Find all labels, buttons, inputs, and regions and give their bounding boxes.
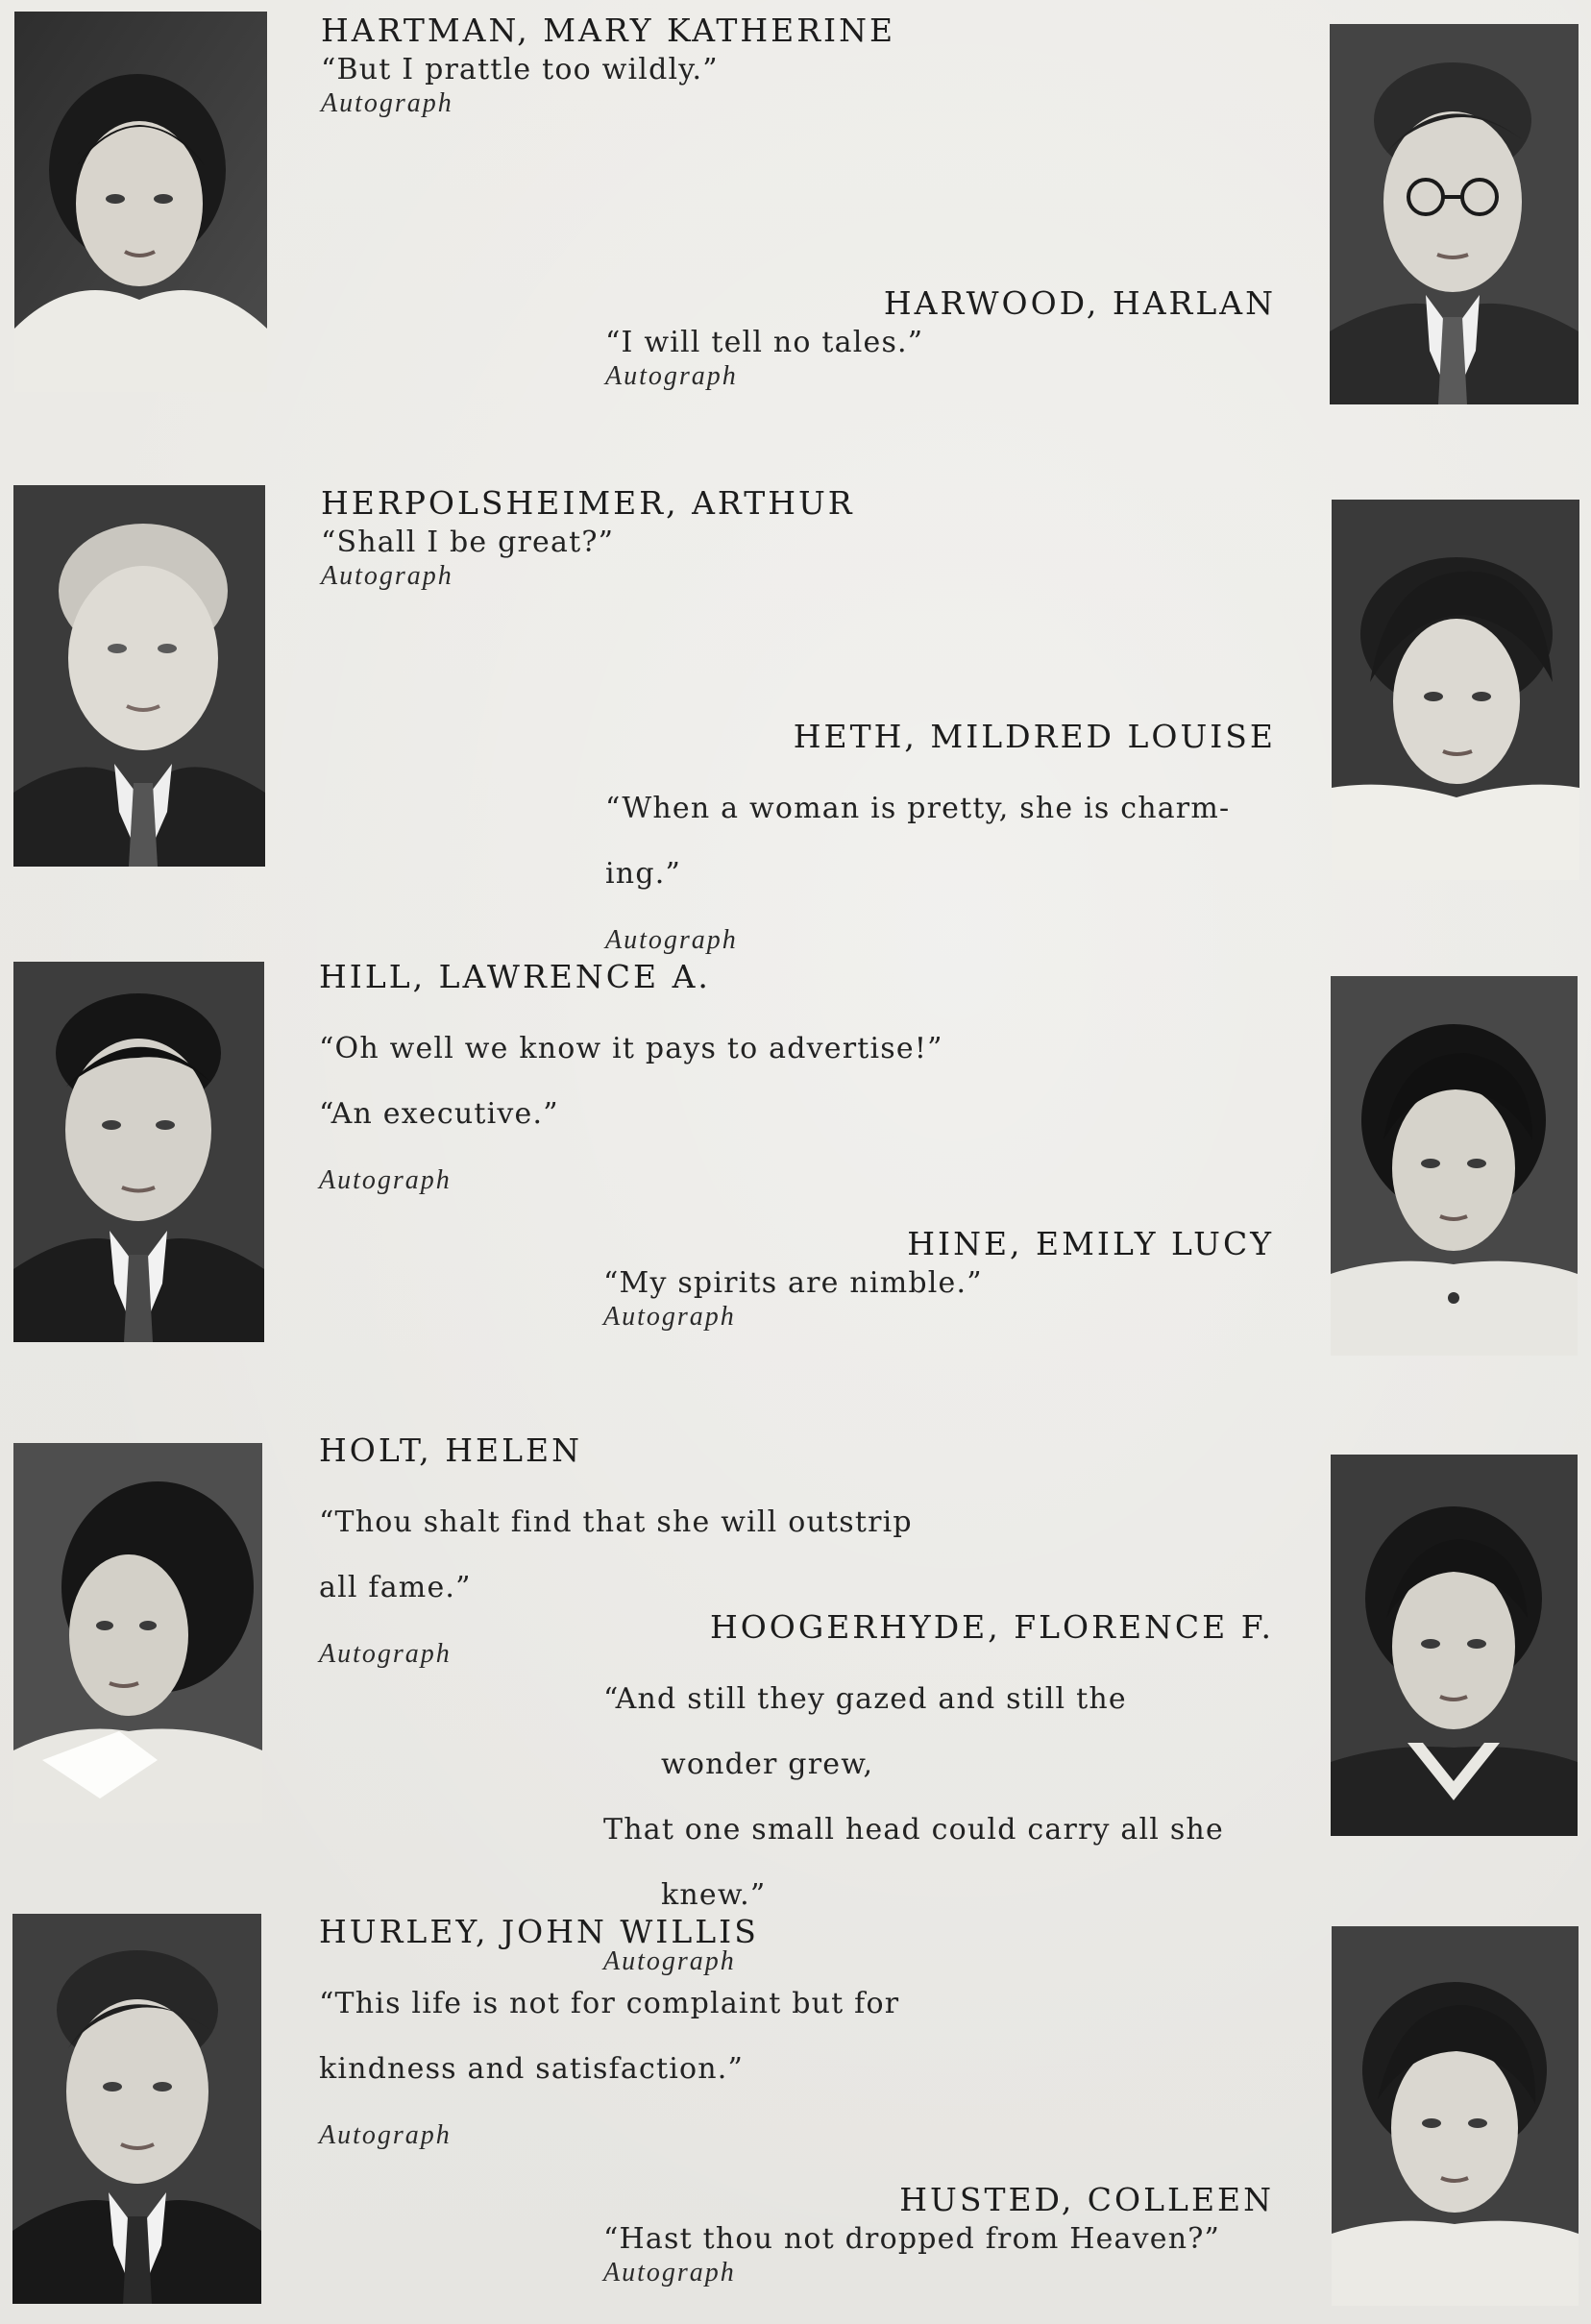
autograph-label: Autograph: [603, 2258, 736, 2287]
quote-line: “This life is not for complaint but for: [319, 1987, 900, 2020]
portrait-male-glasses-icon: [1330, 24, 1579, 404]
student-quote: “Hast thou not dropped from Heaven?”: [603, 2222, 1221, 2256]
student-quote: [603, 1651, 1274, 1945]
entry-heth: [605, 716, 1276, 960]
photo-husted: [1332, 1926, 1579, 2306]
entry-husted: [603, 2179, 1274, 2292]
quote-line: ing.”: [605, 857, 681, 891]
quote-line: “Thou shalt find that she will outstrip: [319, 1505, 913, 1539]
autograph-label: Autograph: [319, 2120, 452, 2150]
student-name: HOOGERHYDE, FLORENCE F.: [709, 1608, 1274, 1646]
entry-hine: [603, 1223, 1274, 1336]
quote-line: “Oh well we know it pays to advertise!”: [319, 1032, 943, 1065]
quote-line: “An executive.”: [319, 1097, 559, 1131]
photo-herpolsheimer: [13, 485, 265, 867]
portrait-female-icon: [1332, 1926, 1579, 2306]
photo-hill: [13, 962, 264, 1342]
student-name: HERPOLSHEIMER, ARTHUR: [321, 484, 855, 522]
student-quote: “My spirits are nimble.”: [603, 1266, 983, 1300]
entry-hartman: [321, 10, 1013, 123]
student-quote: [319, 1955, 1011, 2118]
quote-line: knew.”: [661, 1878, 767, 1912]
autograph-label: Autograph: [319, 1639, 452, 1669]
student-name: HARTMAN, MARY KATHERINE: [321, 12, 896, 49]
student-quote: “I will tell no tales.”: [605, 326, 924, 359]
photo-holt: [13, 1443, 262, 1823]
quote-line: “When a woman is pretty, she is charm-: [605, 792, 1231, 825]
student-quote: [605, 760, 1276, 923]
portrait-female-profile-icon: [13, 1443, 262, 1823]
student-name: HOLT, HELEN: [319, 1431, 582, 1469]
student-name: HUSTED, COLLEEN: [899, 2181, 1274, 2218]
photo-heth: [1332, 500, 1579, 880]
student-quote: “Shall I be great?”: [321, 526, 615, 559]
portrait-female-icon: [1332, 500, 1579, 880]
student-quote: “But I prattle too wildly.”: [321, 53, 719, 86]
quote-line: That one small head could carry all she: [603, 1813, 1224, 1847]
entry-hurley: [319, 1911, 1011, 2155]
photo-hoogerhyde: [1331, 1455, 1578, 1836]
student-name: HILL, LAWRENCE A.: [319, 958, 711, 995]
photo-hine: [1331, 976, 1578, 1356]
quote-line: all fame.”: [319, 1571, 472, 1604]
portrait-male-icon: [12, 1914, 261, 2304]
student-quote: [319, 1000, 1011, 1163]
photo-hartman: [14, 12, 267, 392]
entry-herpolsheimer: [321, 482, 1013, 596]
quote-line: wonder grew,: [661, 1748, 874, 1781]
autograph-label: Autograph: [319, 1165, 452, 1195]
autograph-label: Autograph: [603, 1946, 736, 1976]
student-name: HARWOOD, HARLAN: [883, 284, 1276, 322]
student-name: HETH, MILDRED LOUISE: [793, 718, 1276, 755]
portrait-female-icon: [1331, 976, 1578, 1356]
autograph-label: Autograph: [605, 925, 738, 955]
autograph-label: Autograph: [603, 1302, 736, 1332]
quote-line: kindness and satisfaction.”: [319, 2052, 745, 2086]
entry-hill: [319, 956, 1011, 1200]
autograph-label: Autograph: [321, 88, 453, 118]
photo-hurley: [12, 1914, 261, 2304]
photo-harwood: [1330, 24, 1579, 404]
entry-harwood: [605, 282, 1276, 396]
portrait-male-icon: [13, 485, 265, 867]
student-name: HURLEY, JOHN WILLIS: [319, 1913, 759, 1950]
portrait-male-icon: [13, 962, 264, 1342]
autograph-label: Autograph: [605, 361, 738, 391]
portrait-female-icon: [14, 12, 267, 392]
portrait-female-icon: [1331, 1455, 1578, 1836]
student-name: HINE, EMILY LUCY: [907, 1225, 1274, 1262]
quote-line: “And still they gazed and still the: [603, 1682, 1127, 1716]
autograph-label: Autograph: [321, 561, 453, 591]
